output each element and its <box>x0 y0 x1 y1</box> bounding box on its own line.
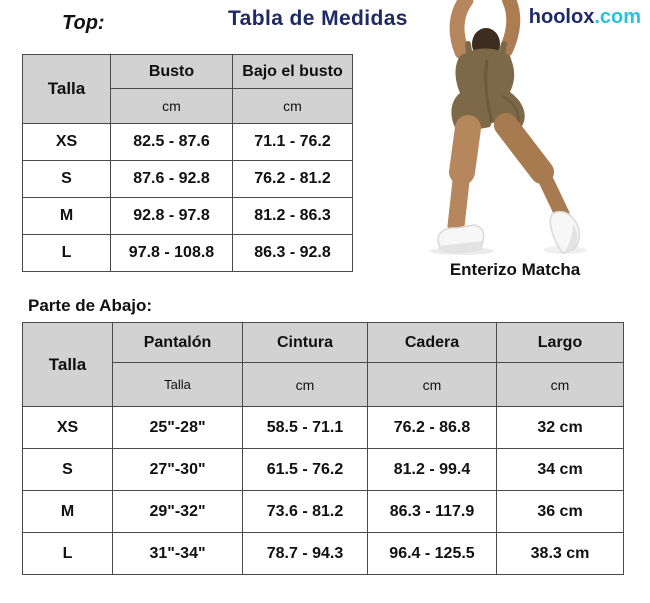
busto-value-cell: 97.8 - 108.8 <box>111 235 233 272</box>
cintura-value-cell: 78.7 - 94.3 <box>243 533 368 575</box>
bajo-busto-value-cell: 81.2 - 86.3 <box>233 198 353 235</box>
cadera-value-cell: 86.3 - 117.9 <box>368 491 497 533</box>
size-cell: L <box>23 235 111 272</box>
table-row <box>23 449 624 491</box>
size-cell: M <box>23 491 113 533</box>
size-cell: L <box>23 533 113 575</box>
page-title: Tabla de Medidas <box>228 7 408 30</box>
table-row <box>23 161 353 198</box>
busto-value-cell: 87.6 - 92.8 <box>111 161 233 198</box>
largo-value-cell: 36 cm <box>497 491 624 533</box>
largo-value-cell: 32 cm <box>497 407 624 449</box>
top-measurements-table <box>22 54 353 272</box>
unit-header-cintura: cm <box>243 363 368 407</box>
column-header-cintura: Cintura <box>243 323 368 363</box>
cadera-value-cell: 81.2 - 99.4 <box>368 449 497 491</box>
busto-value-cell: 82.5 - 87.6 <box>111 124 233 161</box>
table-row <box>23 198 353 235</box>
model-arm <box>457 0 466 52</box>
product-photo <box>402 0 648 258</box>
size-cell: S <box>23 161 111 198</box>
unit-header-busto: cm <box>111 89 233 124</box>
bottom-table-corner-header: Talla <box>23 323 113 407</box>
size-cell: XS <box>23 407 113 449</box>
size-cell: M <box>23 198 111 235</box>
column-header-largo: Largo <box>497 323 624 363</box>
cintura-value-cell: 61.5 - 76.2 <box>243 449 368 491</box>
pantalon-value-cell: 31"-34" <box>113 533 243 575</box>
table-row <box>23 124 353 161</box>
cintura-value-cell: 58.5 - 71.1 <box>243 407 368 449</box>
bajo-busto-value-cell: 71.1 - 76.2 <box>233 124 353 161</box>
unit-header-largo: cm <box>497 363 624 407</box>
logo-tld-text: .com <box>594 6 641 28</box>
size-cell: XS <box>23 124 111 161</box>
model-leg <box>506 125 542 172</box>
model-leg <box>542 172 562 214</box>
column-header-pantalon: Pantalón <box>113 323 243 363</box>
table-row <box>23 533 624 575</box>
model-leg <box>456 172 462 226</box>
table-row <box>23 235 353 272</box>
unit-header-pantalon: Talla <box>113 363 243 407</box>
column-header-busto: Busto <box>111 55 233 89</box>
table-row <box>23 491 624 533</box>
bajo-busto-value-cell: 86.3 - 92.8 <box>233 235 353 272</box>
cintura-value-cell: 73.6 - 81.2 <box>243 491 368 533</box>
largo-value-cell: 34 cm <box>497 449 624 491</box>
cadera-value-cell: 96.4 - 125.5 <box>368 533 497 575</box>
unit-header-bajo-el-busto: cm <box>233 89 353 124</box>
table-row <box>23 407 624 449</box>
unit-header-cadera: cm <box>368 363 497 407</box>
pantalon-value-cell: 25"-28" <box>113 407 243 449</box>
bajo-busto-value-cell: 76.2 - 81.2 <box>233 161 353 198</box>
size-cell: S <box>23 449 113 491</box>
busto-value-cell: 92.8 - 97.8 <box>111 198 233 235</box>
logo-brand-text: hoolox <box>528 6 595 28</box>
top-section-heading: Top: <box>62 12 105 34</box>
column-header-cadera: Cadera <box>368 323 497 363</box>
model-arm <box>506 0 513 50</box>
model-figure <box>402 0 648 258</box>
bottom-measurements-table <box>22 322 624 575</box>
pantalon-value-cell: 29"-32" <box>113 491 243 533</box>
top-table-corner-header: Talla <box>23 55 111 124</box>
bottom-section-heading: Parte de Abajo: <box>28 296 153 315</box>
product-caption: Enterizo Matcha <box>449 260 581 279</box>
pantalon-value-cell: 27"-30" <box>113 449 243 491</box>
largo-value-cell: 38.3 cm <box>497 533 624 575</box>
cadera-value-cell: 76.2 - 86.8 <box>368 407 497 449</box>
column-header-bajo-el-busto: Bajo el busto <box>233 55 353 89</box>
